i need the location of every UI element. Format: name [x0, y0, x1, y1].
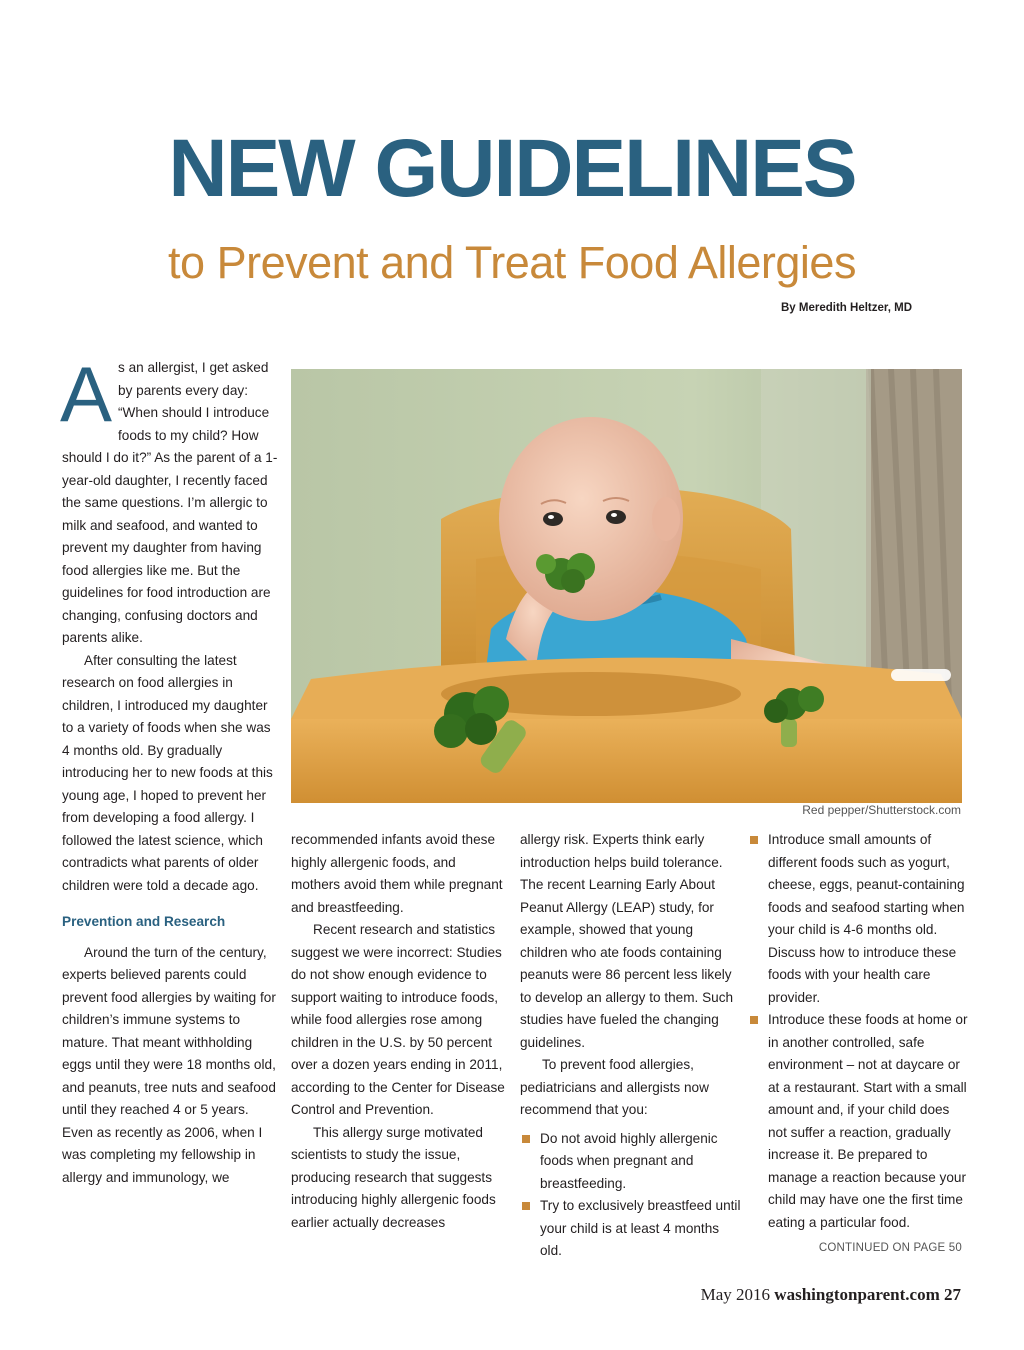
page-footer [701, 1285, 961, 1305]
headline-subtitle: to Prevent and Treat Food Allergies [168, 237, 856, 288]
paragraph-intro-text: s an allergist, I get asked by parents every day: “When should I introduce foods to my child? How should I do it?” As the parent of a 1-year-old daughter, I recently faced the same questions. I’m allergic to milk and seafood, and wanted to prevent my daughter from having food allergies like me. But the guidelines for food introduction are changing, confusing doctors and parents alike. [62, 360, 278, 645]
paragraph: To prevent food allergies, pediatricians and allergists now recommend that you: [520, 1057, 709, 1117]
article-column-2 [291, 829, 505, 1234]
paragraph-intro [60, 350, 280, 650]
paragraph: recommended infants avoid these highly allergenic foods, and mothers avoid them while pregnant and breastfeeding. [291, 832, 503, 915]
list-item: Try to exclusively breastfeed until your child is at least 4 months old. [520, 1195, 742, 1263]
paragraph: allergy risk. Experts think early introduction helps build tolerance. The recent Learning Early About Peanut Allergy (LEAP) study, for example, showed that young children who ate foods containing peanuts were 86 percent less likely to develop an allergy to them. Such studies have fueled the changing guidelines. [520, 832, 734, 1050]
bullet-square-icon [522, 1135, 530, 1143]
section-heading: Prevention and Research [62, 914, 226, 929]
drop-cap: A [60, 350, 113, 438]
article-column-1 [60, 350, 280, 1189]
list-item: Introduce these foods at home or in another controlled, safe environment – not at daycare or at a restaurant. Start with a small amount and, if your child does not suffer a reaction, gradually increase it. Be prepared to manage a reaction because your child may have one the first time eating a particular food. [748, 1009, 968, 1234]
article-photo [291, 369, 962, 803]
page-number: 27 [944, 1285, 961, 1304]
footer-date: May 2016 [700, 1285, 771, 1304]
photo-credit: Red pepper/Shutterstock.com [802, 803, 961, 817]
bullet-square-icon [750, 836, 758, 844]
bullet-square-icon [750, 1016, 758, 1024]
recommendation-list [520, 1128, 742, 1263]
continued-link: CONTINUED ON PAGE 50 [818, 1242, 962, 1254]
list-item: Do not avoid highly allergenic foods when pregnant and breastfeeding. [520, 1128, 742, 1196]
article-column-4 [748, 829, 968, 1260]
headline-title: NEW GUIDELINES [168, 123, 856, 214]
recommendation-list-continued [748, 829, 968, 1234]
list-item: Introduce small amounts of different foods such as yogurt, cheese, eggs, peanut-containing foods and seafood starting when your child is 4-6 months old. Discuss how to introduce these foods with your health care provider. [748, 829, 968, 1009]
paragraph: Recent research and statistics suggest we were incorrect: Studies do not show enough evidence to support waiting to introduce foods, while food allergies rose among children in the U.S. by 50 percent over a dozen years ending in 2011, according to the Center for Disease Control and Prevention. [291, 922, 505, 1117]
bullet-square-icon [522, 1202, 530, 1210]
paragraph: After consulting the latest research on food allergies in children, I introduced my daughter to a variety of foods when she was 4 months old. By gradually introducing her to new foods at this young age, I hoped to prevent her from developing a food allergy. I followed the latest science, which contradicts what parents of older children were told a decade ago. [62, 652, 273, 893]
article-column-3 [520, 829, 742, 1263]
paragraph: Around the turn of the century, experts believed parents could prevent food allergies by waiting for children’s immune systems to mature. That meant withholding eggs until they were 18 months old, and peanuts, tree nuts and seafood until they reached 4 or 5 years. Even as recently as 2006, when I was completing my fellowship in allergy and immunology, we [62, 944, 276, 1185]
paragraph: This allergy surge motivated scientists to study the issue, producing research that suggests introducing highly allergenic foods earlier actually decreases [291, 1124, 496, 1230]
byline: By Meredith Heltzer, MD [781, 302, 912, 314]
footer-site: washingtonparent.com [774, 1285, 940, 1304]
